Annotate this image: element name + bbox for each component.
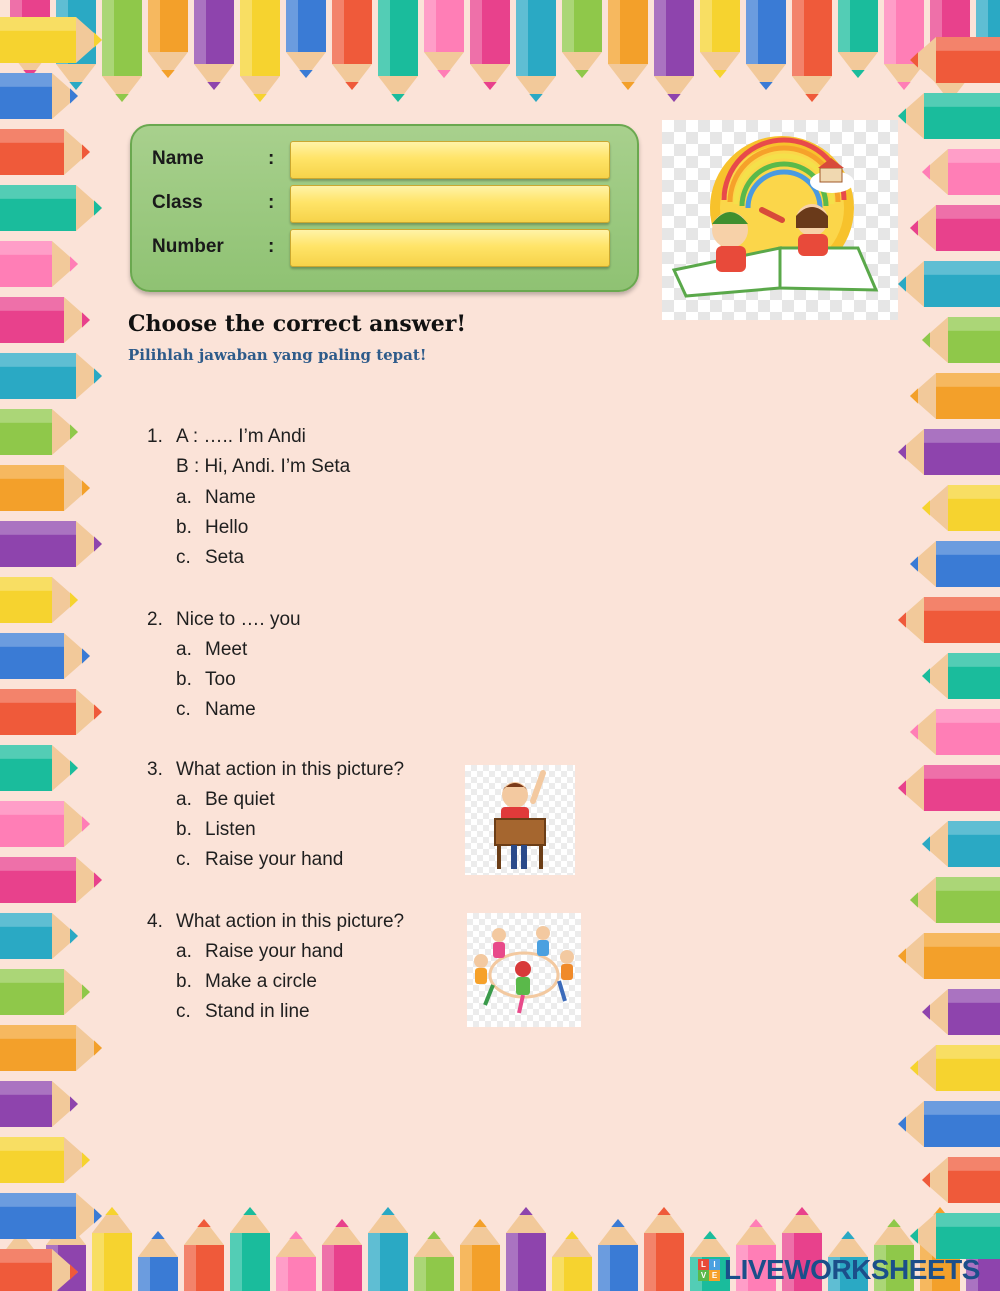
child5-hair [515,961,531,977]
colored-pencil [0,241,78,287]
option-letter: c. [176,849,191,870]
colored-pencil [378,0,418,102]
colored-pencil [0,1025,102,1071]
desk-top [495,819,545,845]
colored-pencil [792,0,832,102]
option-text: Hello [205,517,249,538]
boy-body [716,246,746,272]
colored-pencil [286,0,326,78]
name-label: Name [152,148,204,169]
colored-pencil [898,597,1000,643]
colored-pencil [552,1231,592,1291]
colored-pencil [368,1207,408,1291]
number-row [132,226,637,266]
colored-pencil [0,17,102,63]
child-leg [485,985,493,1005]
colored-pencil [0,913,78,959]
colored-pencil [922,821,1000,867]
option-text: Meet [205,639,248,660]
child-leg-right [521,845,527,869]
colored-pencil [898,1101,1000,1147]
colored-pencil [922,653,1000,699]
option-letter: b. [176,819,192,840]
option-text: Too [205,669,236,690]
colored-pencil [910,37,1000,83]
colored-pencil [644,1207,684,1291]
colored-pencil [922,317,1000,363]
child5-body [516,977,530,995]
child3-face [474,954,488,968]
colored-pencil [910,541,1000,587]
logo-mark-letter: V [698,1270,709,1281]
colored-pencil [506,1207,546,1291]
colored-pencil [0,689,102,735]
colored-pencil [460,1219,500,1291]
option-text: Raise your hand [205,849,344,870]
colored-pencil [898,933,1000,979]
pencil-border-left [0,0,112,1291]
colored-pencil [0,465,90,511]
option-letter: b. [176,517,192,538]
colored-pencil [516,0,556,102]
name-row [132,138,637,178]
question-3 [147,757,457,877]
option-letter: c. [176,699,191,720]
class-colon: : [268,192,275,213]
option-text: Raise your hand [205,941,344,962]
option-letter: b. [176,669,192,690]
colored-pencil [0,129,90,175]
raised-arm [533,773,543,801]
colored-pencil [562,0,602,78]
liveworksheets-logo [698,1253,980,1287]
option-letter: c. [176,1001,191,1022]
girl-body [798,234,828,256]
colored-pencil [838,0,878,78]
option-text: Make a circle [205,971,317,992]
question-number: 4. [147,911,163,932]
colored-pencil [598,1219,638,1291]
question-text: What action in this picture? [176,759,405,780]
colored-pencil [0,73,78,119]
colored-pencil [922,1157,1000,1203]
logo-text: LIVEWORKSHEETS [724,1254,980,1285]
colored-pencil [424,0,464,78]
option-text: Seta [205,547,245,568]
colored-pencil [654,0,694,102]
option-letter: a. [176,789,192,810]
class-field[interactable] [290,185,610,223]
colored-pencil [0,353,102,399]
colored-pencil [0,185,102,231]
colored-pencil [0,633,90,679]
question-text: Nice to …. you [176,609,301,630]
question-text: B : Hi, Andi. I’m Seta [176,456,351,477]
option-text: Be quiet [205,789,275,810]
colored-pencil [0,745,78,791]
logo-mark-letter: I [709,1259,720,1270]
child2-body [537,940,549,956]
desk-leg-right [539,845,543,869]
colored-pencil [898,261,1000,307]
colored-pencil [0,857,102,903]
logo-mark-letter: L [698,1259,709,1270]
colored-pencil [0,297,90,343]
option-text: Name [205,487,256,508]
colored-pencil [922,485,1000,531]
child2-face [536,926,550,940]
colored-pencil [184,1219,224,1291]
number-field[interactable] [290,229,610,267]
option-text: Stand in line [205,1001,310,1022]
colored-pencil [898,765,1000,811]
page-title: Choose the correct answer! [128,311,466,337]
colored-pencil [414,1231,454,1291]
house-shape [820,168,842,182]
question-number: 2. [147,609,163,630]
colored-pencil [0,801,90,847]
child3-body [475,968,487,984]
colored-pencil [910,205,1000,251]
option-letter: b. [176,971,192,992]
option-text: Name [205,699,256,720]
colored-pencil [0,1137,90,1183]
class-row [132,182,637,222]
colored-pencil [746,0,786,90]
colored-pencil [0,1193,102,1239]
question-number: 1. [147,426,163,447]
colored-pencil [910,1045,1000,1091]
desk-leg-left [497,845,501,869]
colored-pencil [898,93,1000,139]
colored-pencil [230,1207,270,1291]
colored-pencil [0,521,102,567]
colored-pencil [0,969,90,1015]
option-letter: a. [176,487,192,508]
child4-body [561,964,573,980]
colored-pencil [0,409,78,455]
colored-pencil [148,0,188,78]
raise-hand-picture [465,765,575,875]
pencil-border-top [0,0,1000,110]
colored-pencil [332,0,372,90]
colored-pencil [322,1219,362,1291]
child-leg-left [511,845,517,869]
colored-pencil [910,877,1000,923]
child4-face [560,950,574,964]
colored-pencil [0,1081,78,1127]
colored-pencil [910,709,1000,755]
name-colon: : [268,148,275,169]
option-letter: a. [176,941,192,962]
logo-mark-letter: E [709,1270,720,1281]
colored-pencil [194,0,234,90]
question-4 [147,909,457,1029]
colored-pencil [608,0,648,90]
colored-pencil [700,0,740,78]
colored-pencil [0,1249,78,1291]
make-circle-picture [467,913,581,1027]
logo-mark-icon [698,1259,720,1281]
colored-pencil [0,577,78,623]
child1-body [493,942,505,958]
option-letter: a. [176,639,192,660]
colored-pencil [240,0,280,102]
colored-pencil [276,1231,316,1291]
question-text: What action in this picture? [176,911,405,932]
colored-pencil [470,0,510,90]
book-right-page [780,248,876,290]
colored-pencil [898,429,1000,475]
colored-pencil [138,1231,178,1291]
child-leg [559,981,565,1001]
question-1 [147,424,477,574]
colored-pencil [910,373,1000,419]
number-colon: : [268,236,275,257]
colored-pencil [922,989,1000,1035]
class-label: Class [152,192,203,213]
kids-reading-illustration [662,120,898,320]
option-letter: c. [176,547,191,568]
question-2 [147,607,477,727]
question-text: A : ….. I’m Andi [176,426,306,447]
page-subtitle: Pilihlah jawaban yang paling tepat! [128,346,427,364]
option-text: Listen [205,819,256,840]
name-field[interactable] [290,141,610,179]
pencil-border-right [888,0,1000,1291]
number-label: Number [152,236,224,257]
question-number: 3. [147,759,163,780]
colored-pencil [922,149,1000,195]
student-info-form [130,124,639,292]
child1-face [492,928,506,942]
